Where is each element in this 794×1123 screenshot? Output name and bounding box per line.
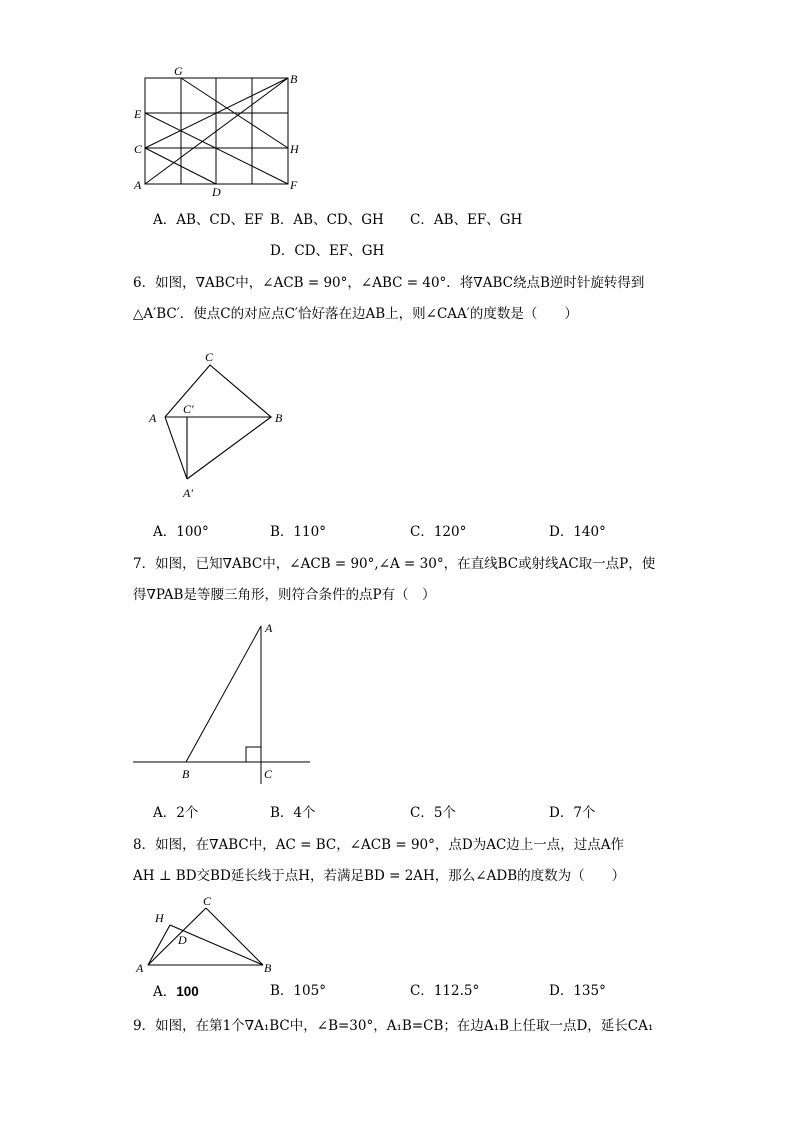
q8-option-a-value: 100 — [176, 984, 199, 999]
q7-triangle-figure — [128, 618, 318, 786]
q5-option-d[interactable]: D．CD、EF、GH — [270, 243, 385, 259]
q6-stem-line1: 6．如图，∇ABC中，∠ACB = 90°，∠ABC = 40°．将∇ABC绕点B逆时针旋转得到 — [133, 275, 645, 291]
q6-option-c[interactable]: C．120° — [410, 524, 467, 540]
q6-label-B: B — [275, 411, 283, 425]
q8-option-c[interactable]: C．112.5° — [410, 983, 480, 999]
q5-label-G: G — [174, 64, 183, 78]
q8-option-a-prefix: A． — [153, 984, 177, 1000]
q8-label-B: B — [264, 961, 272, 974]
q6-label-A: A — [149, 411, 157, 425]
q5-option-a[interactable]: A．AB、CD、EF — [153, 212, 264, 228]
q8-option-b[interactable]: B．105° — [270, 983, 326, 999]
q6-label-Aprime: A′ — [183, 486, 193, 500]
q8-label-C: C — [203, 894, 212, 908]
q7-label-A: A — [265, 621, 273, 635]
q9-stem-line1: 9．如图，在第1个∇A₁BC中，∠B=30°，A₁B=CB；在边A₁B上任取一点D，延长CA₁ — [133, 1018, 654, 1034]
q6-label-C: C — [205, 350, 214, 364]
q8-option-a[interactable] — [153, 985, 199, 1000]
q8-label-A: A — [136, 961, 144, 974]
q5-label-H: H — [290, 142, 299, 156]
q8-label-D: D — [178, 933, 187, 947]
q5-label-B: B — [290, 72, 298, 86]
q5-label-A: A — [134, 178, 142, 192]
q8-label-H: H — [155, 911, 164, 925]
q7-option-a[interactable]: A．2个 — [153, 805, 199, 821]
q7-stem-line2: 得∇PAB是等腰三角形，则符合条件的点P有（ ） — [133, 587, 436, 603]
q7-option-d[interactable]: D．7个 — [549, 805, 596, 821]
q8-stem-line2: AH ⊥ BD交BD延长线于点H，若满足BD = 2AH，那么∠ADB的度数为（ ） — [133, 868, 626, 884]
q5-label-F: F — [290, 178, 298, 192]
q5-label-D: D — [212, 185, 221, 199]
q8-option-d[interactable]: D．135° — [549, 983, 606, 999]
q5-option-b[interactable]: B．AB、CD、GH — [270, 212, 384, 228]
q6-option-b[interactable]: B．110° — [270, 524, 326, 540]
q5-label-C: C — [134, 142, 143, 156]
q6-option-a[interactable]: A．100° — [153, 524, 209, 540]
q6-stem-line2: △A′BC′．使点C的对应点C′恰好落在边AB上，则∠CAA′的度数是（ ） — [133, 306, 578, 322]
q8-triangle-figure — [130, 892, 280, 974]
q7-option-b[interactable]: B．4个 — [270, 805, 316, 821]
q7-label-C: C — [264, 767, 273, 781]
q5-option-c[interactable]: C．AB、EF、GH — [410, 212, 523, 228]
q6-option-d[interactable]: D．140° — [549, 524, 606, 540]
q8-stem-line1: 8．如图，在∇ABC中，AC = BC，∠ACB = 90°，点D为AC边上一点，过点A作 — [133, 837, 625, 853]
q6-label-Cprime: C′ — [183, 402, 194, 416]
q5-label-E: E — [134, 107, 142, 121]
q7-stem-line1: 7．如图，已知∇ABC中，∠ACB = 90°,∠A = 30°，在直线BC或射线AC取一点P，使 — [133, 556, 656, 572]
q5-grid-figure — [128, 64, 308, 200]
q7-option-c[interactable]: C．5个 — [410, 805, 456, 821]
q7-label-B: B — [182, 767, 190, 781]
q6-rotation-figure — [140, 345, 300, 505]
